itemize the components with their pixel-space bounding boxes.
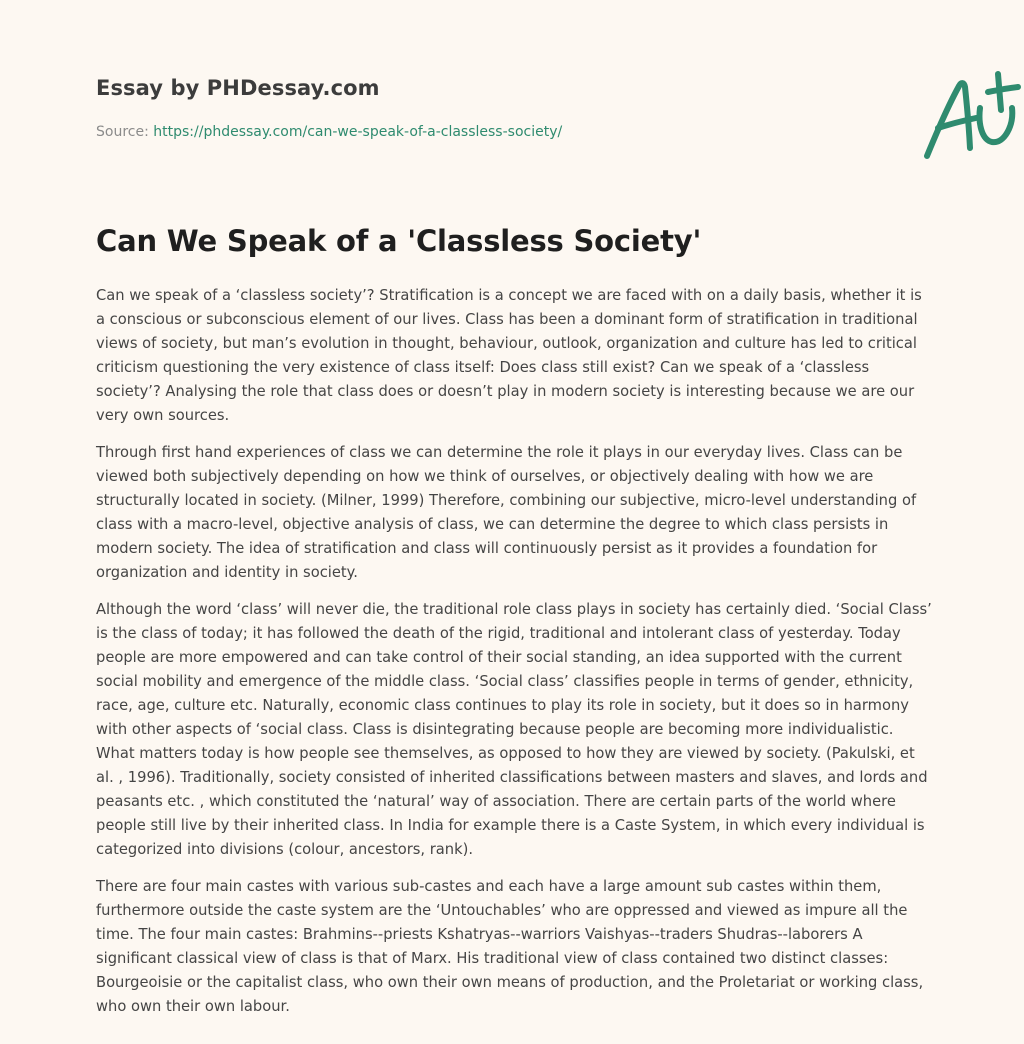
essay-paragraph: Can we speak of a ‘classless society’? Stratification is a concept we are faced with on a daily basis, whether it is a conscious or subconscious element of our lives. Class has been a dominant form of stratification in traditional views of society, but man’s evolution in thought, behaviour, outlook, organization and culture has led to critical criticism questioning the very existence of class itself: Does class still exist? Can we speak of a ‘classless society’? Analysing the role that class does or doesn’t play in modern society is interesting because we are our very own sources. [96, 287, 922, 424]
a-plus-logo-icon [918, 66, 1024, 166]
essay-body [96, 284, 932, 1032]
essay-title: Can We Speak of a 'Classless Society' [96, 224, 702, 258]
site-brand: Essay by PHDessay.com [96, 76, 380, 100]
source-line [96, 124, 562, 140]
essay-paragraph: Through first hand experiences of class we can determine the role it plays in our everyday lives. Class can be viewed both subjectively depending on how we think of ourselves, or objectively dealing with how we are structurally located in society. (Milner, 1999) Therefore, combining our subjective, micro-level understanding of class with a macro-level, objective analysis of class, we can determine the degree to which class persists in modern society. The idea of stratification and class will continuously persist as it provides a foundation for organization and identity in society. [96, 444, 917, 581]
essay-paragraph: Although the word ‘class’ will never die, the traditional role class plays in society has certainly died. ‘Social Class’ is the class of today; it has followed the death of the rigid, traditional and intolerant class of yesterday. Today people are more empowered and can take control of their social standing, an idea supported with the current social mobility and emergence of the middle class. ‘Social class’ classifies people in terms of gender, ethnicity, race, age, culture etc. Naturally, economic class continues to play its role in society, but it does so in harmony with other aspects of ‘social class. Class is disintegrating because people are becoming more individualistic. What matters today is how people see themselves, as opposed to how they are viewed by society. (Pakulski, et al. , 1996). Traditionally, society consisted of inherited classifications between masters and slaves, and lords and peasants etc. , which constituted the ‘natural’ way of association. There are certain parts of the world where people still live by their inherited class. In India for example there is a Caste System, in which every individual is categorized into divisions (colour, ancestors, rank). [96, 601, 932, 858]
source-label: Source: [96, 124, 154, 140]
essay-paragraph: There are four main castes with various sub-castes and each have a large amount sub castes within them, furthermore outside the caste system are the ‘Untouchables’ who are oppressed and viewed as impure all the time. The four main castes: Brahmins--priests Kshatryas--warriors Vaishyas--traders Shudras--laborers A significant classical view of class is that of Marx. His traditional view of class contained two distinct classes: Bourgeoisie or the capitalist class, who own their own means of production, and the Proletariat or working class, who own their own labour. [96, 878, 924, 1015]
source-link[interactable]: https://phdessay.com/can-we-speak-of-a-classless-society/ [153, 124, 563, 140]
